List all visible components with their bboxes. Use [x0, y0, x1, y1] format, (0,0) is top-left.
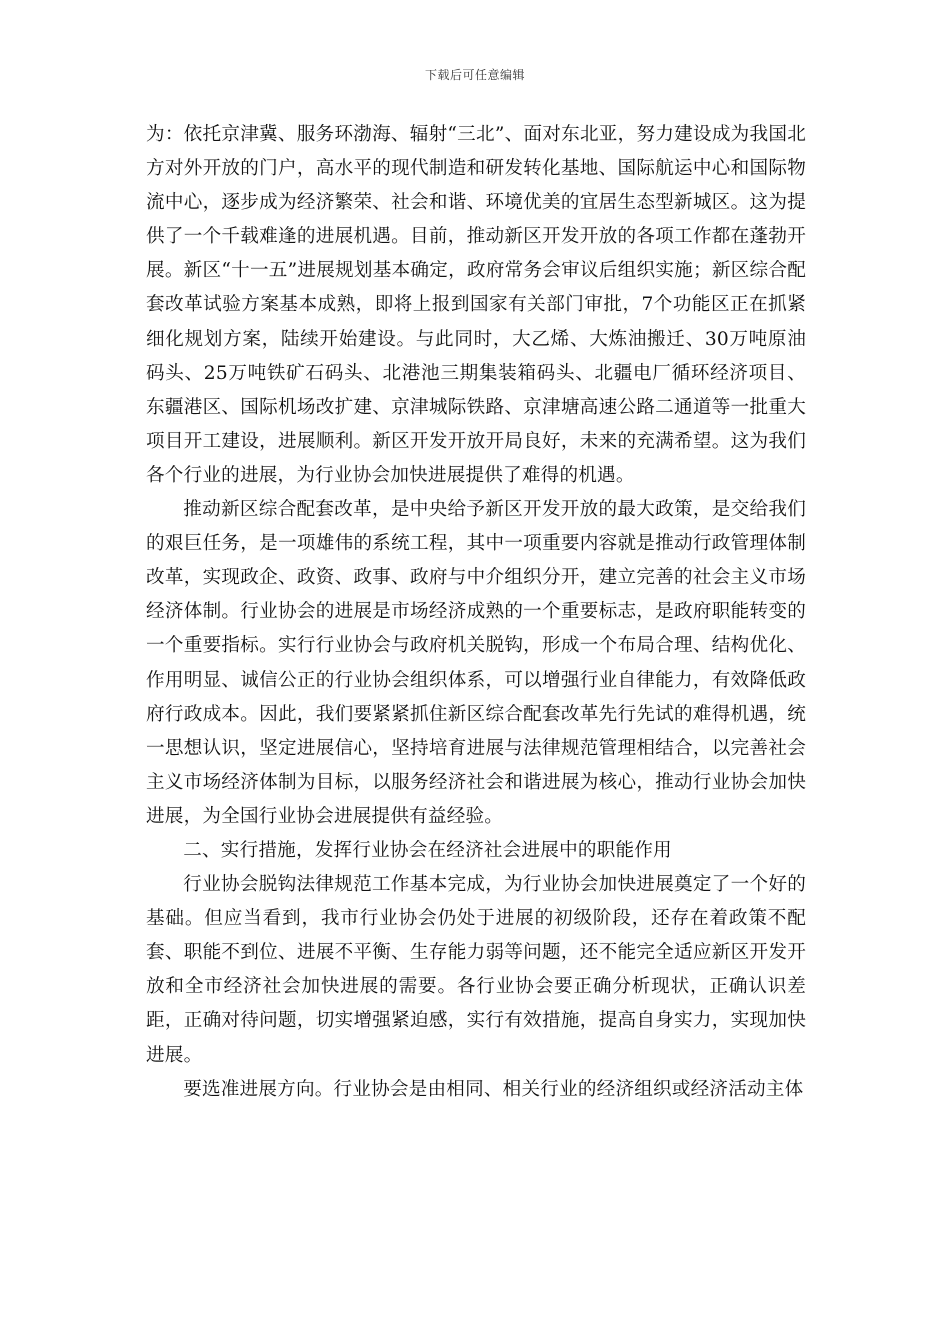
document-body [146, 118, 806, 1107]
paragraph-continuation: 为：依托京津冀、服务环渤海、辐射“三北”、面对东北亚，努力建设成为我国北方对外开放的门户，高水平的现代制造和研发转化基地、国际航运中心和国际物流中心，逐步成为经济繁荣、社会和谐、环境优美的宜居生态型新城区。这为提供了一个千载难逢的进展机遇。目前，推动新区开发开放的各项工作都在蓬勃开展。新区“十一五”进展规划基本确定，政府常务会审议后组织实施；新区综合配套改革试验方案基本成熟，即将上报到国家有关部门审批，7个功能区正在抓紧细化规划方案，陆续开始建设。与此同时，大乙烯、大炼油搬迁、30万吨原油码头、25万吨铁矿石码头、北港池三期集装箱码头、北疆电厂循环经济项目、东疆港区、国际机场改扩建、京津城际铁路、京津塘高速公路二通道等一批重大项目开工建设，进展顺利。新区开发开放开局良好，未来的充满希望。这为我们各个行业的进展，为行业协会加快进展提供了难得的机遇。 [146, 124, 806, 486]
section-heading: 二、实行措施，发挥行业协会在经济社会进展中的职能作用 [183, 839, 672, 861]
page-header: 下载后可任意编辑 [424, 68, 525, 82]
paragraph-reform: 推动新区综合配套改革，是中央给予新区开发开放的最大政策，是交给我们的艰巨任务，是一项雄伟的系统工程，其中一项重要内容就是推动行政管理体制改革，实现政企、政资、政事、政府与中介组织分开，建立完善的社会主义市场经济体制。行业协会的进展是市场经济成熟的一个重要标志，是政府职能转变的一个重要指标。实行行业协会与政府机关脱钩，形成一个布局合理、结构优化、作用明显、诚信公正的行业协会组织体系，可以增强行业自律能力，有效降低政府行政成本。因此，我们要紧紧抓住新区综合配套改革先行先试的难得机遇，统一思想认识，坚定进展信心，坚持培育进展与法律规范管理相结合，以完善社会主义市场经济体制为目标，以服务经济社会和谐进展为核心，推动行业协会加快进展，为全国行业协会进展提供有益经验。 [146, 499, 806, 827]
paragraph-direction: 要选准进展方向。行业协会是由相同、相关行业的经济组织或经济活动主体 [183, 1078, 804, 1100]
paragraph-current-status: 行业协会脱钩法律规范工作基本完成，为行业协会加快进展奠定了一个好的基础。但应当看到，我市行业协会仍处于进展的初级阶段，还存在着政策不配套、职能不到位、进展不平衡、生存能力弱等问题，还不能完全适应新区开发开放和全市经济社会加快进展的需要。各行业协会要正确分析现状，正确认识差距，正确对待问题，切实增强紧迫感，实行有效措施，提高自身实力，实现加快进展。 [146, 874, 806, 1066]
